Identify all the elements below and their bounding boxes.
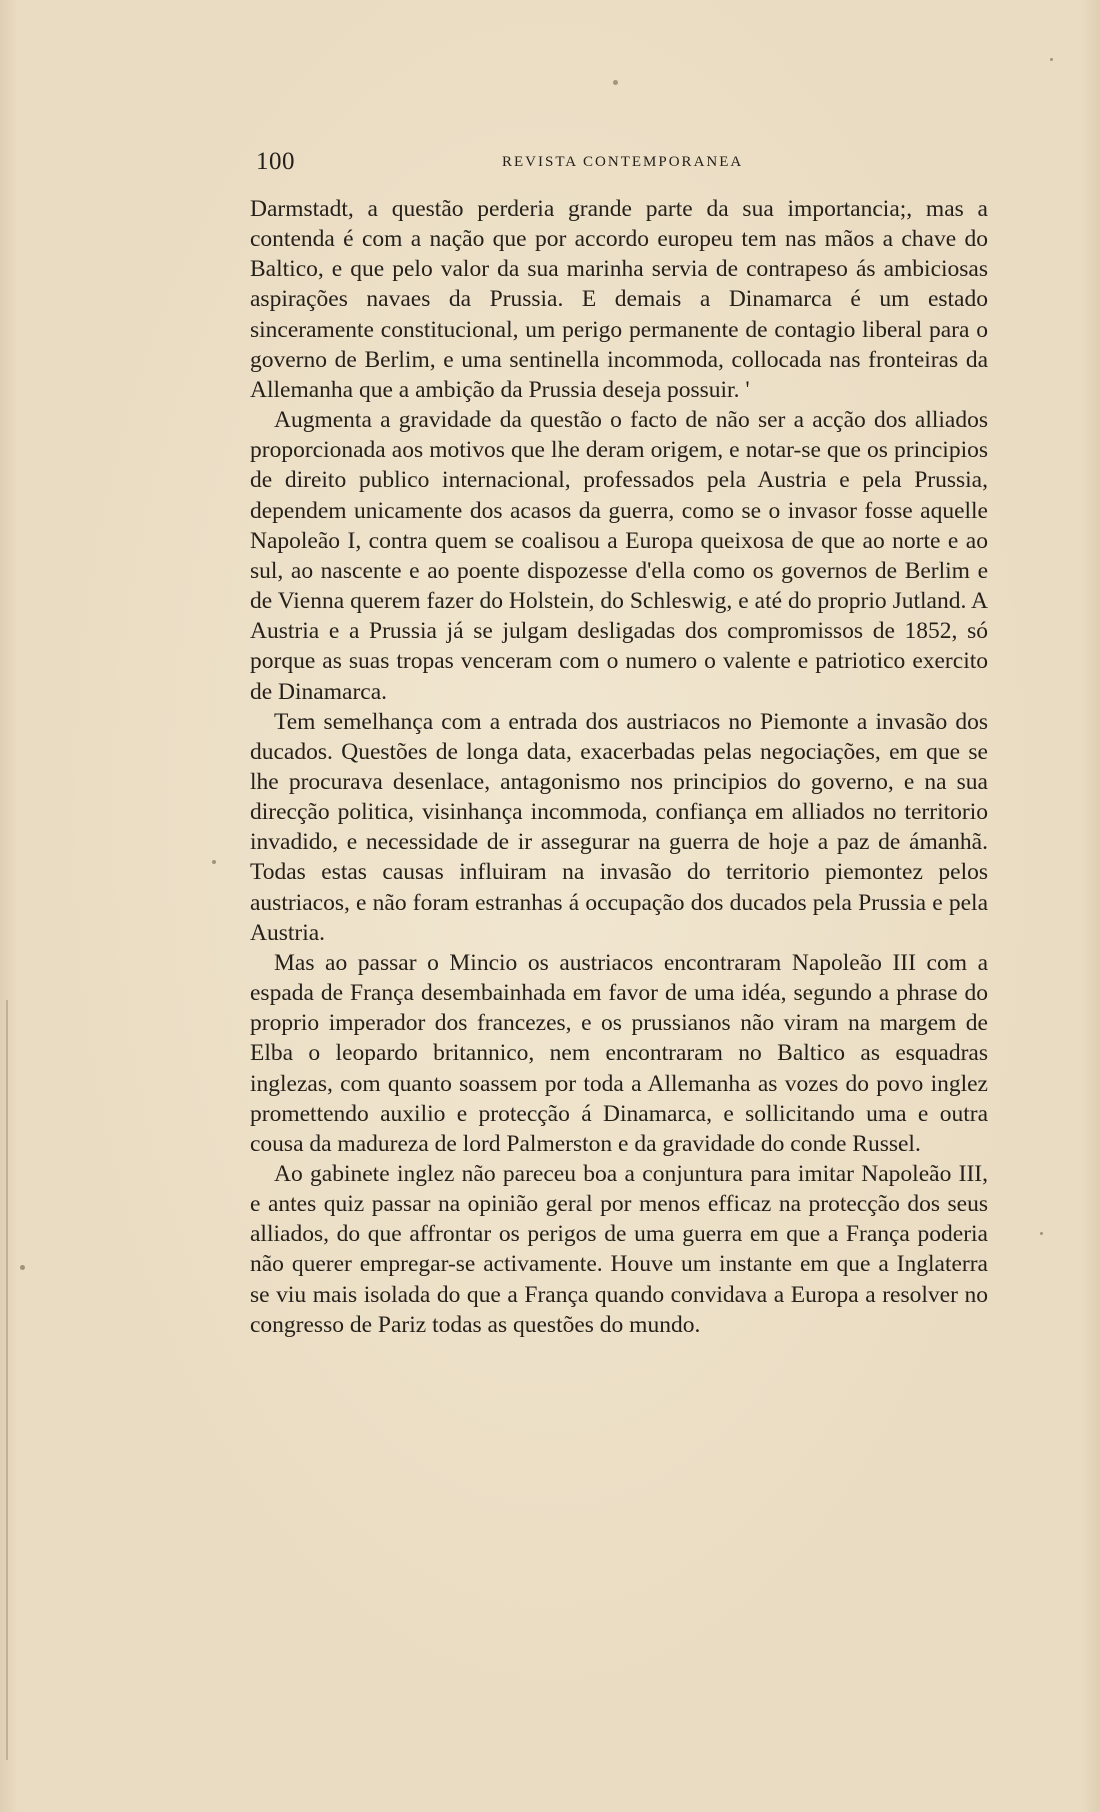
page-edge-shadow [6, 1000, 8, 1760]
paragraph-continuation: Darmstadt, a questão perderia grande parte da sua importancia;, mas a contenda é com a nação que por accordo europeu tem nas mãos a chave do Baltico, e que pelo valor da sua marinha servia de contrapeso ás ambiciosas aspirações navaes da Prussia. E demais a Dinamarca é um estado sinceramente constitucional, um perigo permanente de contagio liberal para o governo de Berlim, e uma sentinella incommoda, collocada nas fronteiras da Allemanha que a ambição da Prussia deseja possuir. ' [250, 196, 988, 403]
paragraph: Augmenta a gravidade da questão o facto de não ser a acção dos alliados proporcionada aos motivos que lhe deram origem, e notar-se que os principios de direito publico internacional, professados pela Austria e pela Prussia, dependem unicamente dos acasos da guerra, como se o invasor fosse aquelle Napoleão I, contra quem se coalisou a Europa queixosa de que ao norte e ao sul, ao nascente e ao poente dispozesse d'ella como os governos de Berlim e de Vienna querem fazer do Holstein, do Schleswig, e até do proprio Jutland. A Austria e a Prussia já se julgam desligadas dos compromissos de 1852, só porque as suas tropas venceram com o numero o valente e patriotico exercito de Dinamarca. [250, 407, 988, 705]
paper-speck [1040, 1232, 1043, 1235]
paper-speck [20, 1265, 25, 1270]
paragraph: Ao gabinete inglez não pareceu boa a conjuntura para imitar Napoleão III, e antes quiz passar na opinião geral por menos efficaz na protecção dos seus alliados, do que affrontar os perigos de uma guerra em que a França poderia não querer empregar-se activamente. Houve um instante em que a Inglaterra se viu mais isolada do que a França quando convidava a Europa a resolver no congresso de Pariz todas as questões do mundo. [250, 1161, 988, 1338]
paper-speck [212, 860, 216, 864]
paragraph: Mas ao passar o Mincio os austriacos encontraram Napoleão III com a espada de França desembainhada em favor de uma idéa, segundo a phrase do proprio imperador dos francezes, e os prussianos não viram na margem de Elba o leopardo britannico, nem encontraram no Baltico as esquadras inglezas, com quanto soassem por toda a Allemanha as vozes do povo inglez promettendo auxilio e protecção á Dinamarca, e sollicitando uma e outra cousa da madureza de lord Palmerston e da gravidade do conde Russel. [250, 949, 988, 1157]
body-text [250, 194, 988, 1340]
paper-speck [613, 80, 618, 85]
paragraph: Tem semelhança com a entrada dos austriacos no Piemonte a invasão dos ducados. Questões de longa data, exacerbadas pelas negociações, em que se lhe procurava desenlace, antagonismo nos principios do governo, e na sua direcção politica, visinhança incommoda, confiança em alliados no territorio invadido, e necessidade de ir assegurar na guerra de hoje a paz de ámanhã. Todas estas causas influiram na invasão do territorio piemontez pelos austriacos, e não foram estranhas á occupação dos ducados pela Prussia e pela Austria. [250, 708, 988, 946]
paper-speck [1050, 58, 1053, 61]
running-title: REVISTA CONTEMPORANEA [502, 154, 744, 170]
page-header [250, 148, 990, 178]
page-number: 100 [256, 148, 295, 175]
